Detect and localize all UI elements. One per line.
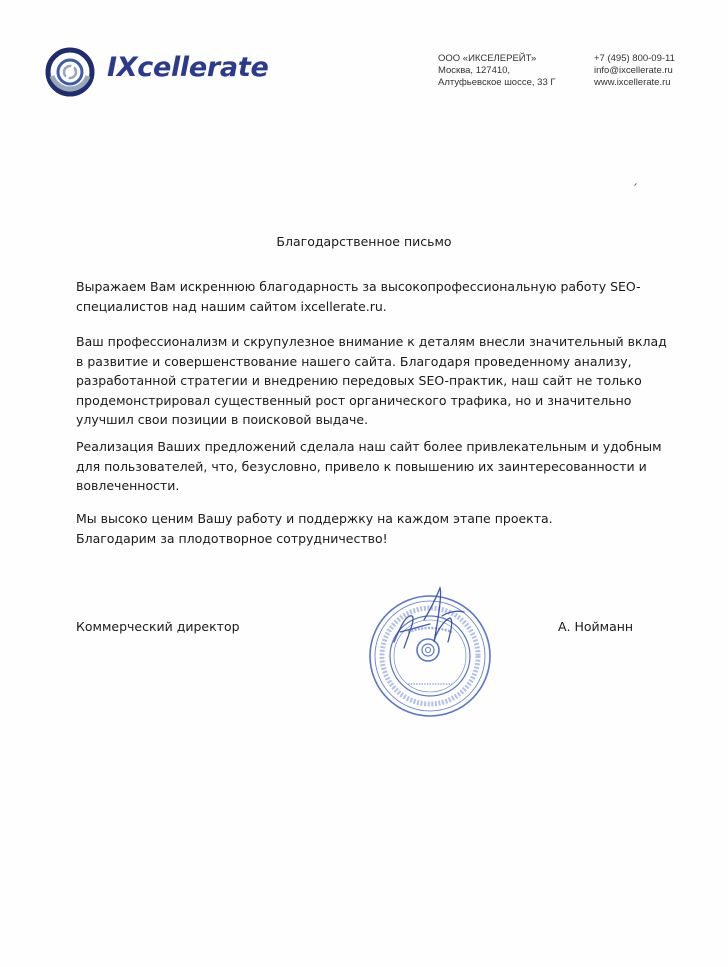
text-line: улучшил свои позиции в поисковой выдаче. <box>76 412 369 427</box>
company-stamp <box>364 580 496 722</box>
text-line: Мы высоко ценим Вашу работу и поддержку на каждом этапе проекта. <box>76 511 553 526</box>
scan-speck <box>634 183 637 186</box>
text-line: Ваш профессионализм и скрупулезное внимание к деталям внесли значительный вклад <box>76 334 667 349</box>
logo-ring-icon <box>44 46 100 98</box>
text-line: продемонстрировал существенный рост органического трафика, но и значительно <box>76 392 632 408</box>
letter-paragraph-4 <box>76 509 666 548</box>
text-line: для пользователей, что, безусловно, привело к повышению их заинтересованности и <box>76 458 647 474</box>
phone-number: +7 (495) 800-09-11 <box>594 53 675 64</box>
address-line: Алтуфьевское шоссе, 33 Г <box>438 77 556 88</box>
letter-title: Благодарственное письмо <box>276 234 452 249</box>
stamp-seal-icon <box>364 580 496 722</box>
signatory-position: Коммерческий директор <box>76 619 240 634</box>
website-url: www.ixcellerate.ru <box>594 77 671 88</box>
logo-wordmark: IXcellerate <box>107 52 269 83</box>
text-line: вовлеченности. <box>76 478 180 493</box>
company-contacts <box>594 53 675 89</box>
company-address <box>438 53 556 89</box>
text-line: разработанной стратегии и внедрению передовых SEO-практик, наш сайт не только <box>76 373 642 388</box>
address-line: ООО «ИКСЕЛЕРЕЙТ» <box>438 53 537 64</box>
letter-paragraph-3 <box>76 437 666 496</box>
address-line: Москва, 127410, <box>438 65 511 76</box>
text-line: Выражаем Вам искреннюю благодарность за высокопрофессиональную работу SEO- <box>76 279 641 294</box>
letter-paragraph-2 <box>76 332 666 430</box>
text-line: в развитие и совершенствование нашего сайта. Благодаря проведенному анализу, <box>76 353 632 369</box>
signatory-name: А. Нойманн <box>558 619 634 634</box>
email-address: info@ixcellerate.ru <box>594 65 673 76</box>
letter-paragraph-1 <box>76 277 666 316</box>
company-logo <box>44 46 269 98</box>
text-line: Реализация Ваших предложений сделала наш сайт более привлекательным и удобным <box>76 439 662 454</box>
text-line: специалистов над нашим сайтом ixcellerate.ru. <box>76 298 387 314</box>
text-line: Благодарим за плодотворное сотрудничество! <box>76 530 388 546</box>
